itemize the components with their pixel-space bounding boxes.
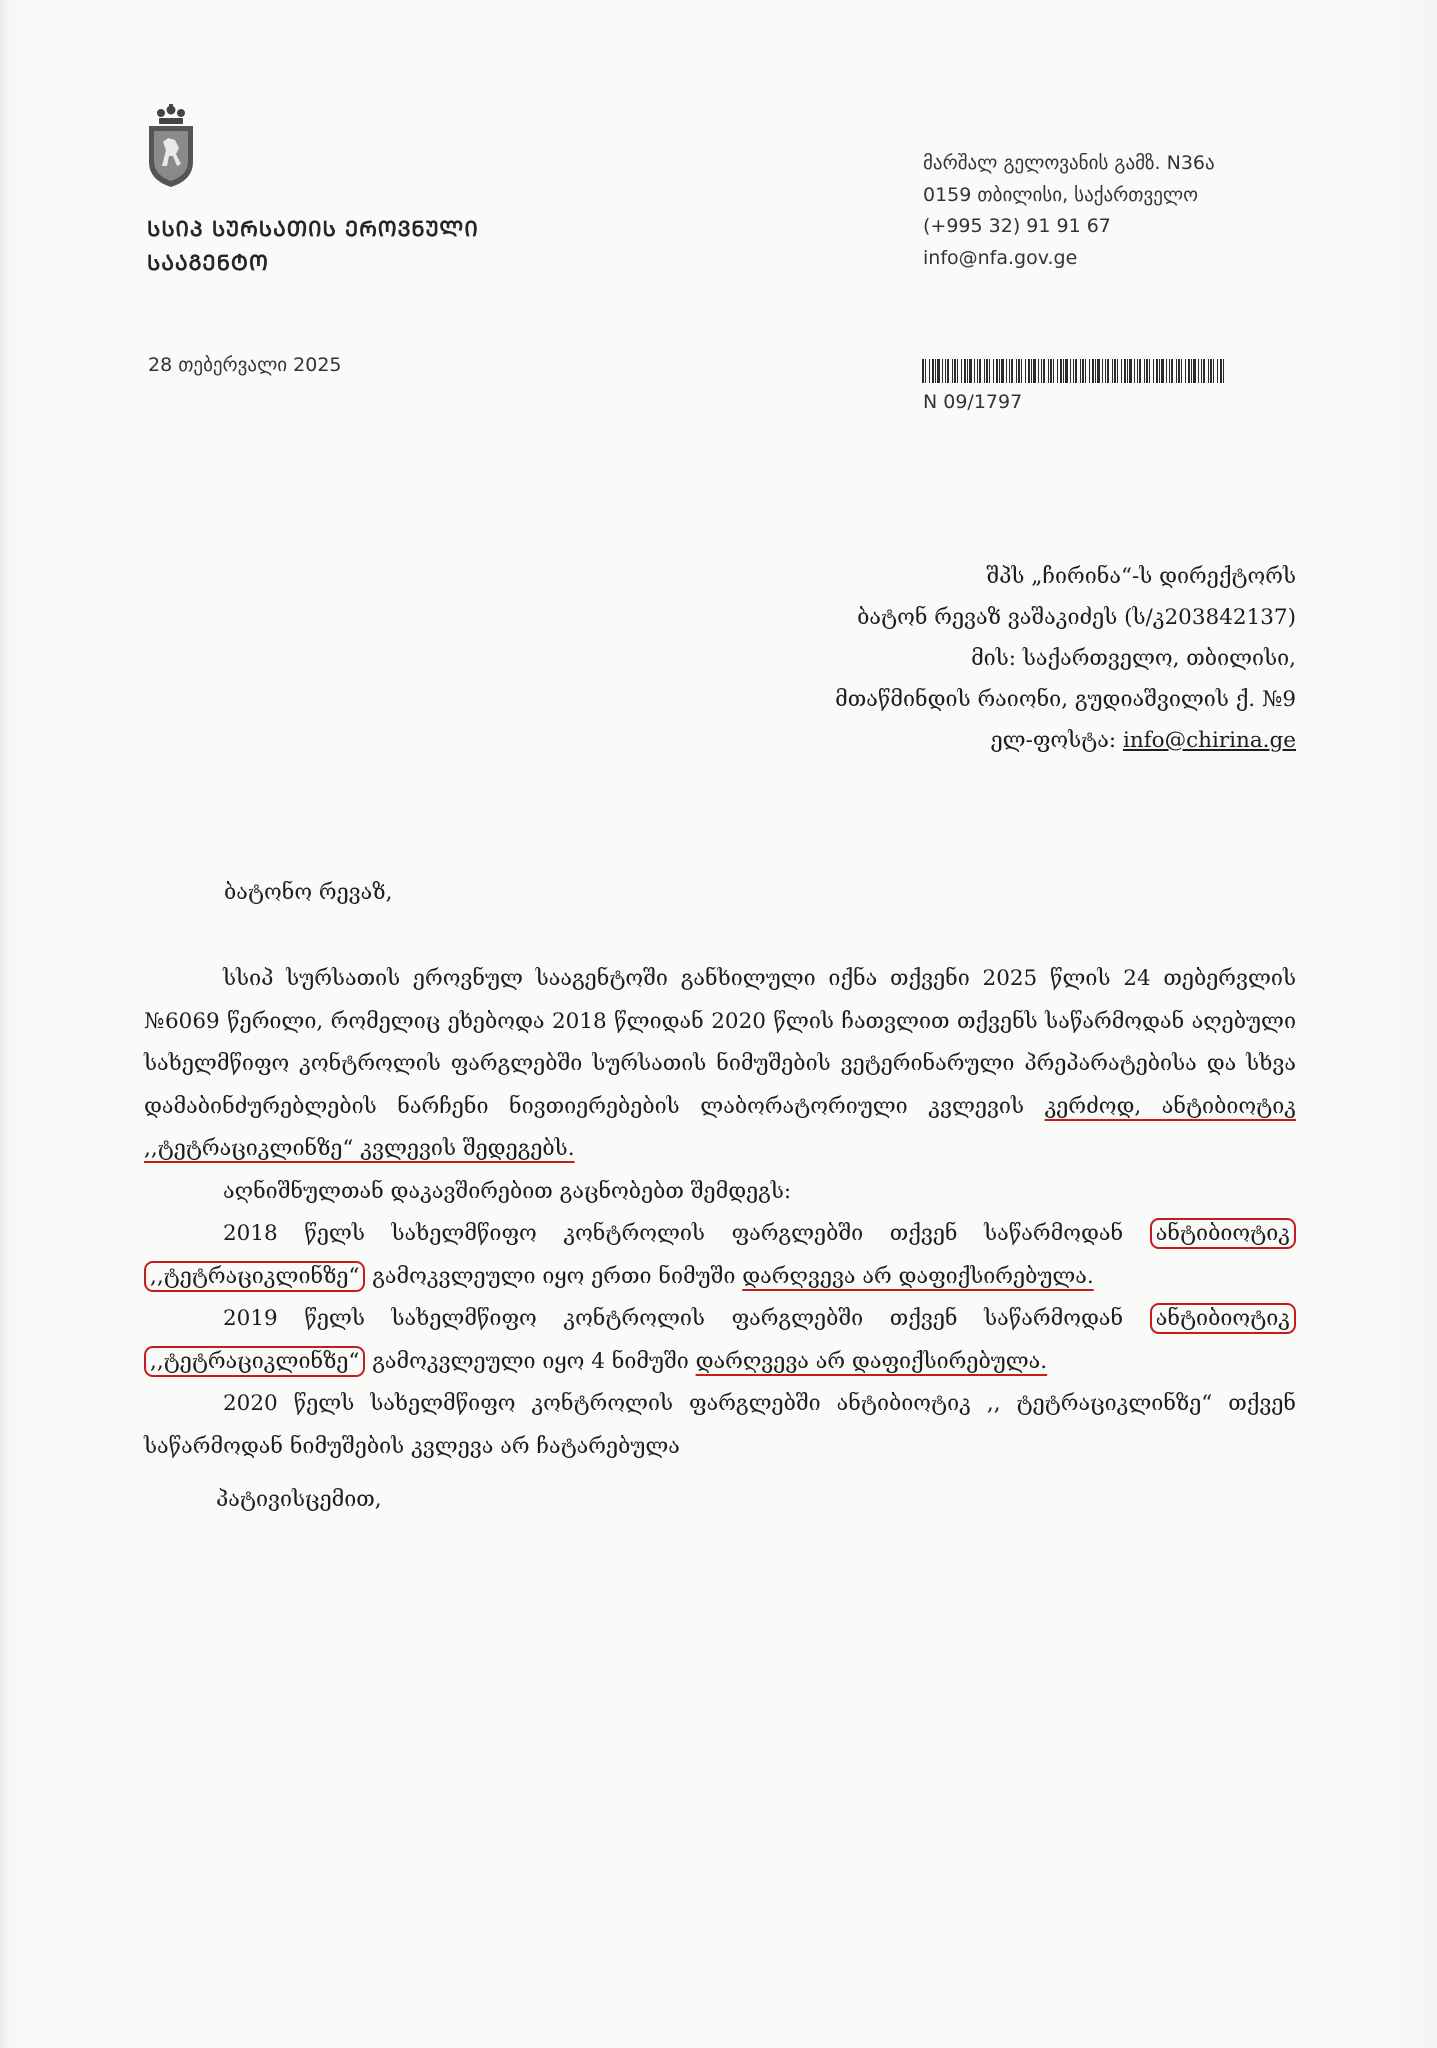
barcode-bar: [1053, 359, 1054, 383]
barcode-bar: [945, 359, 946, 383]
barcode-bar: [1220, 359, 1222, 383]
barcode-bar: [986, 359, 988, 383]
barcode-bar: [1129, 359, 1132, 383]
barcode-bar: [1181, 359, 1182, 383]
paragraph-4-underlined: დარღვევა არ დაფიქსირებულა.: [695, 1348, 1048, 1374]
barcode-bar: [1208, 359, 1209, 383]
organization-name-line2: ᲡᲐᲐᲒᲔᲜᲢᲝ: [147, 251, 269, 275]
barcode-bar: [977, 359, 978, 383]
barcode-bar: [1114, 359, 1116, 383]
barcode-bar: [932, 359, 934, 383]
barcode-bar: [1223, 359, 1224, 383]
barcode-bar: [1089, 359, 1090, 383]
barcode-bar: [1006, 359, 1007, 383]
addressee-line4: მთაწმინდის რაიონი, გუდიაშვილის ქ. №9: [835, 687, 1296, 712]
barcode-bar: [1018, 359, 1020, 383]
paragraph-1: [144, 958, 1296, 1171]
barcode-bar: [1025, 359, 1026, 383]
barcode-bar: [937, 359, 940, 383]
barcode-bar: [1159, 359, 1160, 383]
barcode-bar: [1016, 359, 1017, 383]
barcode-bar: [942, 359, 943, 383]
barcode-bar: [957, 359, 958, 383]
organization-name-line1: ᲡᲡᲘᲞ ᲡᲣᲠᲡᲐᲗᲘᲡ ᲔᲠᲝᲕᲜᲣᲚᲘ: [147, 217, 479, 241]
barcode-bar: [1060, 359, 1062, 383]
addressee-line2: ბატონ რევაზ ვაშაკიძეს (ს/კ203842137): [857, 605, 1296, 630]
barcode-bar: [952, 359, 953, 383]
barcode-bar: [1028, 359, 1030, 383]
barcode-bar: [1121, 359, 1122, 383]
barcode-bar: [1057, 359, 1058, 383]
barcode-bar: [1043, 359, 1045, 383]
barcode-bar: [1031, 359, 1032, 383]
contact-phone: (+995 32) 91 91 67: [923, 215, 1111, 237]
barcode-bar: [1102, 359, 1103, 383]
barcode-bar: [1097, 359, 1100, 383]
barcode-bar: [1201, 359, 1202, 383]
barcode-bar: [1139, 359, 1141, 383]
barcode-bar: [1203, 359, 1205, 383]
barcode-bar: [1107, 359, 1109, 383]
greeting: ბატონო რევაზ,: [224, 880, 393, 905]
barcode-bar: [961, 359, 962, 383]
barcode-bar: [1134, 359, 1135, 383]
barcode-bar: [969, 359, 972, 383]
barcode-bar: [1185, 359, 1186, 383]
barcode-bar: [1210, 359, 1212, 383]
contact-email: info@nfa.gov.ge: [923, 246, 1078, 269]
barcode-bar: [1009, 359, 1010, 383]
barcode-bar: [1050, 359, 1052, 383]
barcode-bar: [1085, 359, 1086, 383]
paragraph-5: 2020 წელს სახელმწიფო კონტროლის ფარგლებში ანტიბიოტიკ ,, ტეტრაციკლინზე“ თქვენ საწარმოდან ნიმუშების კვლევა არ ჩატარებულა: [144, 1391, 1296, 1459]
barcode-bar: [947, 359, 949, 383]
barcode-bar: [989, 359, 990, 383]
addressee-block: [835, 556, 1296, 761]
barcode-bar: [922, 359, 924, 383]
barcode-bar: [1169, 359, 1170, 383]
barcode-bar: [1092, 359, 1094, 383]
addressee-line1: შპს „ჩირინა“-ს დირექტორს: [986, 564, 1296, 589]
paragraph-4-boxed-antibiotic: ანტიბიოტიკ: [1150, 1303, 1296, 1334]
paragraph-4-text: 2019 წელს სახელმწიფო კონტროლის ფარგლებში თქვენ საწარმოდან: [223, 1306, 1150, 1331]
barcode-bar: [1070, 359, 1071, 383]
barcode-bar: [1048, 359, 1049, 383]
barcode-bar: [974, 359, 975, 383]
barcode-bar: [1127, 359, 1128, 383]
paragraph-3-text: 2018 წელს სახელმწიფო კონტროლის ფარგლებში თქვენ საწარმოდან: [223, 1221, 1150, 1246]
letter-date: 28 თებერვალი 2025: [148, 354, 342, 376]
barcode-bar: [979, 359, 981, 383]
barcode-bar: [1188, 359, 1190, 383]
barcode-bar: [1137, 359, 1138, 383]
barcode-bar: [993, 359, 994, 383]
barcode-bar: [1166, 359, 1167, 383]
barcode-bar: [1146, 359, 1148, 383]
letter-body: [144, 958, 1296, 1468]
barcode-bar: [1191, 359, 1192, 383]
contact-city: 0159 თბილისი, საქართველო: [923, 183, 1199, 206]
barcode-bar: [1161, 359, 1164, 383]
barcode-bar: [1075, 359, 1077, 383]
barcode-bar: [1149, 359, 1150, 383]
paragraph-1-text: სსიპ სურსათის ეროვნულ სააგენტოში განხილული იქნა თქვენი 2025 წლის 24 თებერვლის №6069 წერილი, რომელიც ეხებოდა 2018 წლიდან 2020 წლის ჩათვლით თქვენს საწარმოდან აღებული სახელმწიფო კონტროლის ფარგლებში სურსათის ნიმუშების ვეტერინარული პრეპარატებისა და სხვა დამაბინძურებლების ნარჩენი ნივთიერებების ლაბორატორიული კვლევის: [144, 966, 1296, 1119]
barcode-bar: [1153, 359, 1154, 383]
barcode-bar: [1105, 359, 1106, 383]
barcode-bar: [925, 359, 926, 383]
barcode-bar: [1213, 359, 1214, 383]
paragraph-1-underlined: კერძოდ, ანტიბიოტიკ ,,ტეტრაციკლინზე“ კვლევის შედეგებს.: [144, 1093, 1296, 1161]
contact-block: [923, 148, 1215, 274]
barcode-bar: [1073, 359, 1074, 383]
paragraph-4: [144, 1298, 1296, 1383]
paragraph-3-boxed-antibiotic: ანტიბიოტიკ: [1150, 1218, 1296, 1249]
barcode-bar: [984, 359, 985, 383]
barcode-bar: [1178, 359, 1180, 383]
barcode-bar: [1021, 359, 1022, 383]
barcode-bar: [1156, 359, 1158, 383]
paragraph-2: აღნიშნულთან დაკავშირებით გაცნობებთ შემდეგს:: [223, 1178, 792, 1204]
barcode-bar: [1082, 359, 1084, 383]
coat-of-arms-icon: [145, 104, 197, 188]
barcode-bar: [1112, 359, 1113, 383]
barcode-bar: [929, 359, 930, 383]
contact-address: მარშალ გელოვანის გამზ. N36ა: [923, 152, 1215, 174]
barcode-bar: [1033, 359, 1036, 383]
barcode-bar: [1001, 359, 1004, 383]
barcode-bar: [1217, 359, 1218, 383]
barcode-bar: [967, 359, 968, 383]
paragraph-3: [144, 1213, 1296, 1298]
registration-number: N 09/1797: [923, 391, 1023, 413]
addressee-email-line: [835, 720, 1296, 761]
paragraph-3-boxed-tetracycline: ,,ტეტრაციკლინზე“: [144, 1261, 365, 1292]
barcode-bar: [954, 359, 956, 383]
barcode-bar: [1117, 359, 1118, 383]
barcode-bar: [1144, 359, 1145, 383]
barcode-bar: [1171, 359, 1173, 383]
paragraph-4-text-2: გამოკვლეული იყო 4 ნიმუში: [365, 1348, 696, 1374]
paragraph-3-text-2: გამოკვლეული იყო ერთი ნიმუში: [365, 1263, 743, 1289]
barcode-bar: [1041, 359, 1042, 383]
barcode-bar: [1038, 359, 1039, 383]
barcode-bar: [1080, 359, 1081, 383]
closing: პატივისცემით,: [216, 1487, 382, 1512]
barcode-bar: [1063, 359, 1064, 383]
organization-name: [147, 212, 479, 280]
barcode-bar: [1011, 359, 1013, 383]
barcode-bar: [1065, 359, 1068, 383]
paragraph-3-underlined: დარღვევა არ დაფიქსირებულა.: [742, 1263, 1094, 1289]
barcode-bar: [1176, 359, 1177, 383]
barcode-bar: [1193, 359, 1196, 383]
barcode: [922, 359, 1224, 383]
addressee-email-link[interactable]: info@chirina.ge: [1122, 728, 1296, 753]
barcode-bar: [1095, 359, 1096, 383]
barcode-bar: [935, 359, 936, 383]
barcode-bar: [996, 359, 998, 383]
barcode-bar: [999, 359, 1000, 383]
barcode-bar: [964, 359, 966, 383]
barcode-bar: [1198, 359, 1199, 383]
addressee-line3: მის: საქართველო, თბილისი,: [971, 646, 1296, 671]
paragraph-4-boxed-tetracycline: ,,ტეტრაციკლინზე“: [144, 1346, 365, 1377]
addressee-email-label: ელ-ფოსტა:: [990, 728, 1123, 753]
barcode-bar: [1124, 359, 1126, 383]
